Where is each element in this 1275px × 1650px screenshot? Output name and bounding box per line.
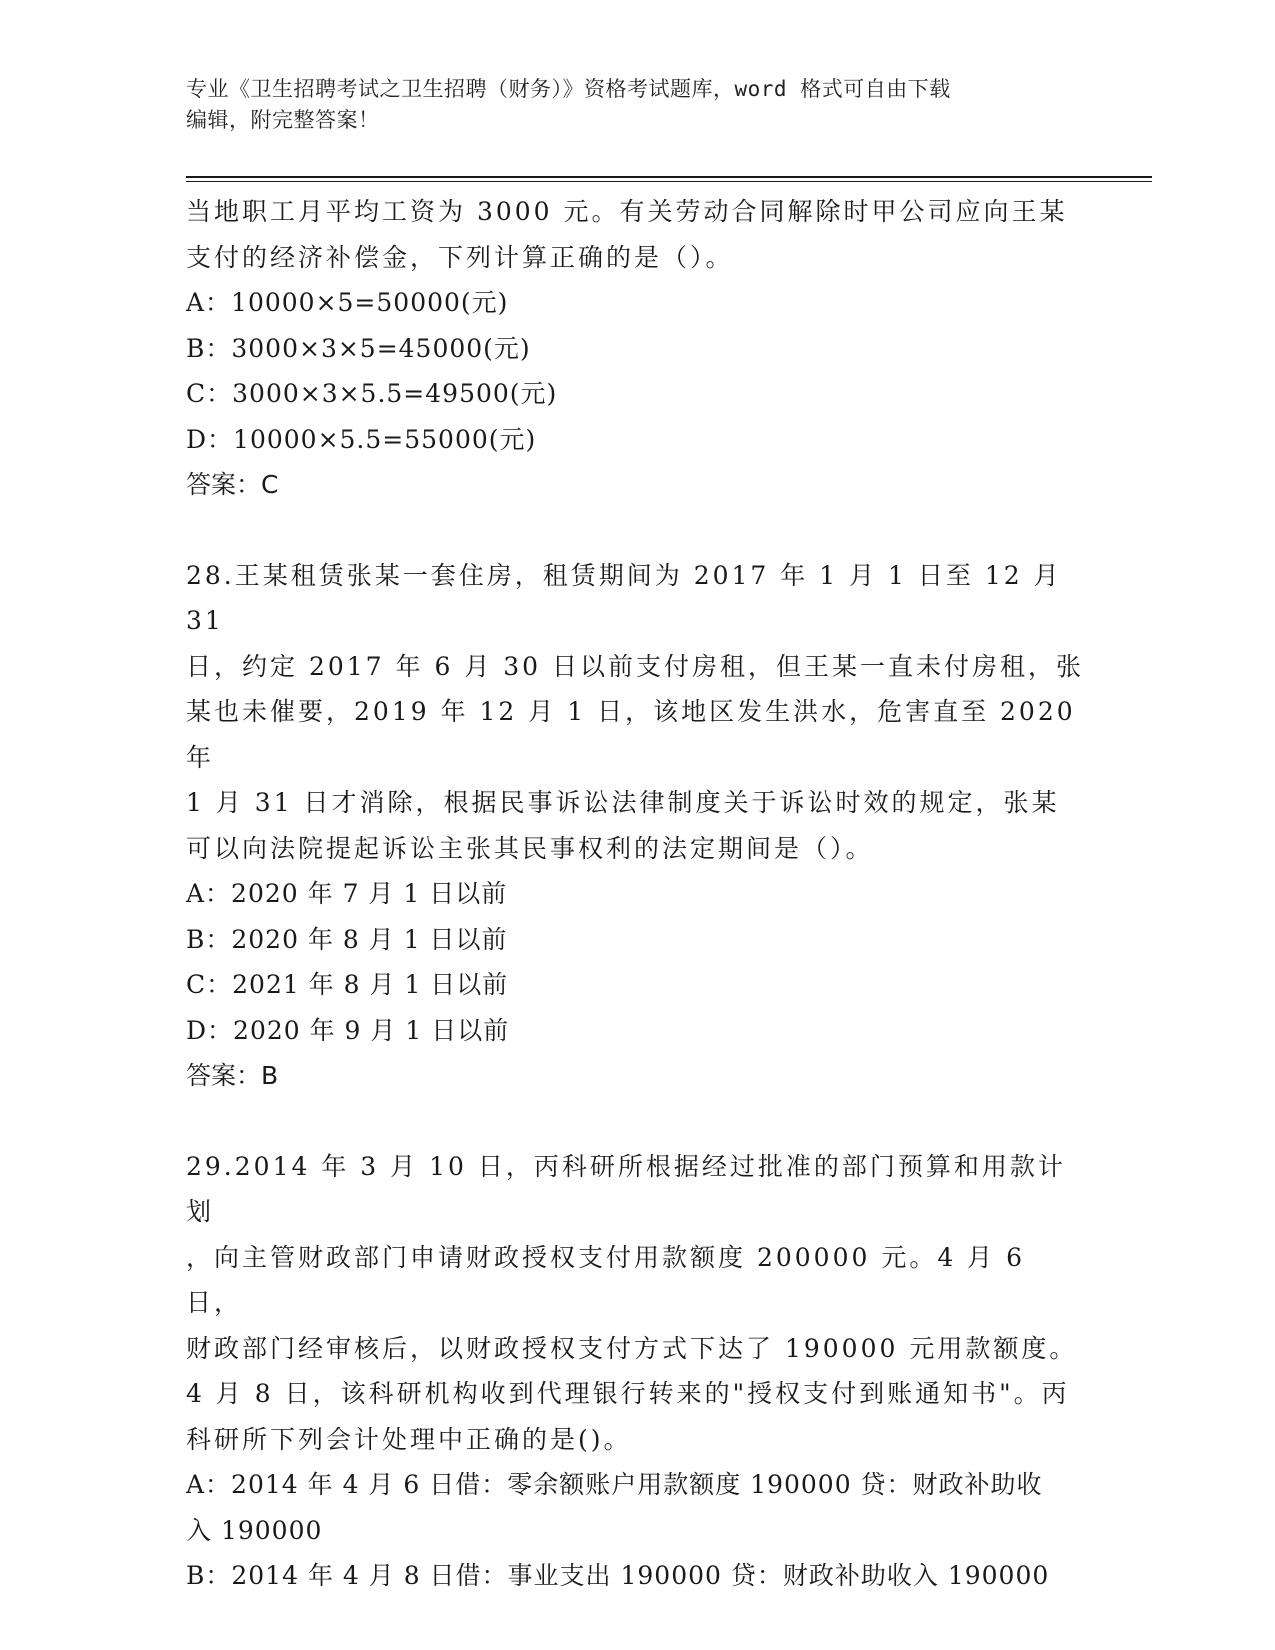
question-stem-line: 某也未催要，2019 年 12 月 1 日，该地区发生洪水，危害直至 2020 年 (186, 697, 1076, 772)
question-stem-line: 支付的经济补偿金，下列计算正确的是（）。 (186, 242, 734, 272)
option-b: B：2020 年 8 月 1 日以前 (186, 924, 508, 954)
option-a-continued: 入 190000 (186, 1515, 323, 1545)
option-d: D：10000×5.5=55000(元) (186, 424, 537, 454)
header-rule-thick (186, 176, 1152, 178)
option-a: A：2014 年 4 月 6 日借：零余额账户用款额度 190000 贷：财政补助收 (186, 1470, 1043, 1499)
option-a: A：2020 年 7 月 1 日以前 (186, 879, 508, 908)
header-line-2: 编辑，附完整答案！ (186, 108, 380, 132)
question-spacer (186, 508, 1086, 553)
option-b: B：3000×3×5=45000(元) (186, 333, 531, 363)
document-header (186, 74, 1066, 136)
question-29 (186, 1144, 1086, 1599)
header-line-1: 专业《卫生招聘考试之卫生招聘（财务）》资格考试题库，word 格式可自由下载 (186, 77, 951, 101)
document-body (186, 189, 1086, 1599)
question-stem-line: 4 月 8 日，该科研机构收到代理银行转来的"授权支付到账通知书"。丙 (186, 1379, 1070, 1408)
header-rule-thin (186, 181, 1152, 182)
question-stem-line: 财政部门经审核后，以财政授权支付方式下达了 190000 元用款额度。 (186, 1333, 1078, 1363)
option-b: B：2014 年 4 月 8 日借：事业支出 190000 贷：财政补助收入 190000 (186, 1561, 1050, 1590)
question-28 (186, 553, 1086, 1099)
question-stem-line: 科研所下列会计处理中正确的是()。 (186, 1424, 632, 1454)
option-d: D：2020 年 9 月 1 日以前 (186, 1015, 510, 1045)
option-c: C：3000×3×5.5=49500(元) (186, 379, 558, 408)
answer-line: 答案：C (186, 470, 279, 499)
question-stem-line: 28.王某租赁张某一套住房，租赁期间为 2017 年 1 月 1 日至 12 月 31 (186, 560, 1062, 635)
question-stem-line: 1 月 31 日才消除，根据民事诉讼法律制度关于诉讼时效的规定，张某 (186, 788, 1060, 817)
question-stem-line: 29.2014 年 3 月 10 日，丙科研所根据经过批准的部门预算和用款计划 (186, 1151, 1066, 1226)
question-stem-line: 可以向法院提起诉讼主张其民事权利的法定期间是（）。 (186, 833, 874, 863)
question-stem-line: 当地职工月平均工资为 3000 元。有关劳动合同解除时甲公司应向王某 (186, 197, 1068, 226)
option-a: A：10000×5=50000(元) (186, 288, 509, 317)
question-stem-line: 日，约定 2017 年 6 月 30 日以前支付房租，但王某一直未付房租，张 (186, 651, 1085, 681)
question-stem-line: ，向主管财政部门申请财政授权支付用款额度 200000 元。4 月 6 日， (186, 1242, 1026, 1317)
answer-line: 答案：B (186, 1061, 279, 1090)
option-c: C：2021 年 8 月 1 日以前 (186, 970, 509, 999)
question-27-tail (186, 189, 1086, 508)
question-spacer (186, 1099, 1086, 1144)
